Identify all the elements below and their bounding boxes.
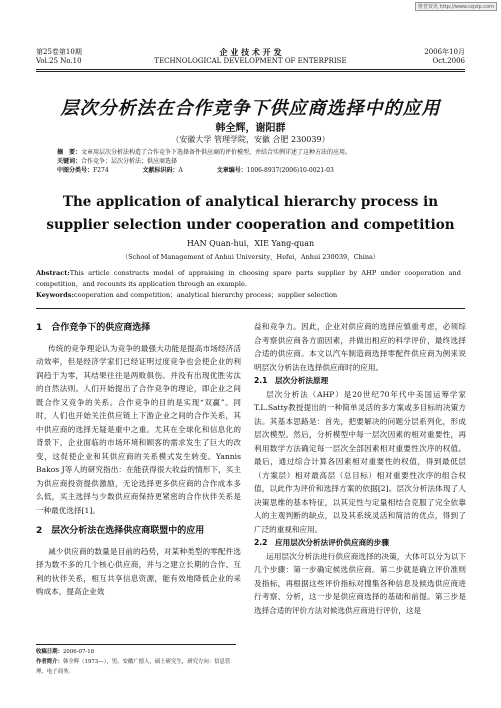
affiliation-cn: （安徽大学 管理学院，安徽 合肥 230039） [171,135,330,144]
abstract-en-text: This article constructs model of appraising in choosing spare parts supplier by AHP under cooperation and competition，and recounts its application through an example. [36,269,461,288]
abstract-separator [36,308,465,309]
date-en: Oct.2006 [432,57,465,65]
journal-cn: 企 业 技 术 开 发 [219,47,282,57]
affiliation-en: （School of Management of Anhui University，Hefei，Anhui 230039，China） [121,253,380,261]
section-2-1-heading: 2.1 层次分析法原理 [254,376,329,385]
clc-label: 中图分类号： [57,167,94,174]
section-1-heading: 1 合作竞争下的供应商选择 [36,323,151,333]
volume-cn: 第25卷第10期 [36,48,82,56]
journal-en: TECHNOLOGICAL DEVELOPMENT OF ENTERPRISE [154,57,347,65]
keywords-cn-label: 关键词： [57,158,82,165]
section-1-paragraph: 传统的竞争理论认为竞争的最强大功能是提高市场经济活动效率，但是经济学家们已经证明过度竞争也会使企业的利润趋于为零，其结果往往是两败俱伤。并没有出现优胜劣汰的自然法则。人们开始提出了合作竞争的理论，即企业之间既合作又竞争的关系。合作竞争的目的是实现“双赢”。同时，人们也开始关注供应链上下游企业之间的合作关系，其中供应商的选择无疑是重中之重。尤其在全球化和信息化的背景下，企业面临的市场环境和顾客的需求发生了巨大的改变，这促使企业和其供应商的关系模式发生转变。Yannis Bakos J等人的研究指出：在能获得很大收益的情形下，买主为供应商投资提供激励，无论选择更多供应商的合作成本多么低，买主选择与少数供应商保持更紧密的合作伙伴关系是一种最优选择[1]。 [36,343,241,515]
left-column [36,320,241,599]
header-rule-thin [36,71,465,72]
abstract-en-label: Abstract: [36,269,70,277]
issue-date [424,48,465,66]
section-2-1-paragraph: 层次分析法（AHP）是20世纪70年代中美国运筹学家T.L.Satty教授提出的一种简单灵活的多方案或多目标的决策方法。其基本思路是：首先，把要解决的问题分层系列化，形成层次模型。然后，分析模型中每一层次因素的相对重要性，再利用数学方法确定每一层次全部因素相对重要性次序的权值。最后，通过综合计算各因素相对重要性的权值，得到最低层（方案层）相对最高层（总目标）相对重要性次序的组合权值，以此作为评价和选择方案的依据[2]。层次分析法体现了人决策思维的基本特征，以其定性与定量相结合克服了完全依靠人的主观判断的缺点，以及其系统灵活和简洁的优点，得到了广泛的重视和应用。 [254,389,466,534]
clc-code: F274 [93,167,109,174]
keywords-cn: 合作竞争；层次分析法；供应商选择 [81,158,178,165]
section-2-paragraph: 减少供应商的数量是目前的趋势，对某种类型的零配件选择为数不多的几个核心供应商，并与之建立长期的合作、互利的伙伴关系，相互共享信息资源，能有效地降低企业的采购成本，提高企业效 [36,546,241,596]
doc-code-label: 文献标识码： [142,167,179,174]
abstract-cn-block [57,148,461,175]
section-2-heading: 2 层次分析法在选择供应商联盟中的应用 [36,526,205,536]
right-column [254,320,466,617]
section-2-2-heading: 2.2 应用层次分析法评价供应商的步骤 [254,538,389,547]
abstract-cn-text: 文章用层次分析法构造了合作竞争下选择备件供应商的评价模型，并结合实例详述了这种方法的应用。 [81,149,352,156]
abstract-en-block [36,268,461,301]
footnote [36,644,236,677]
header-rule [36,69,465,70]
section-2-2-paragraph: 运用层次分析法进行供应商选择的决策，大体可以分为以下几个步骤：第一步确定候选供应商。第二步就是确立评价准则及指标，再根据这些评价指标对搜集各种信息及候选供应商进行考察、分析，这一步是供应商选择的基础和前提。第三步是选择合适的评价方法对候选供应商进行评价，这是 [254,551,466,615]
author-bio: 韩全辉（1973—），男，安徽广德人，硕士研究生，研究方向：信息管理、电子商务。 [36,659,231,675]
received-date: 2006-07-18 [62,649,95,655]
authors-en: HAN Quan-hui，XIE Yang-quan [186,239,315,248]
volume-en: Vol.25 No.10 [36,57,82,65]
journal-name [36,48,465,66]
watermark: 维普资讯 http://www.cqvip.com [415,2,497,11]
keywords-en: cooperation and competition；analytical hierarchy process；supplier selection [73,291,338,299]
authors-cn: 韩全辉，谢阳群 [215,123,286,134]
bio-label: 作者简介： [36,659,63,665]
title-cn: 层次分析法在合作竞争下供应商选择中的应用 [60,98,441,119]
article-id-label: 文章编号： [216,167,247,174]
continued-paragraph: 益和竞争力。因此，企业对供应商的选择应慎重考虑，必须综合考察供应商各方面因素，并做出相应的科学评价，最终选择合适的供应商。本文以汽车制造商选择零配件供应商为例来说明层次分析法在选择供应商时的应用。 [254,322,466,372]
title-en: The application of analytical hierarchy process in supplier selection under cooperation and competition [46,194,455,233]
doc-code: A [178,167,183,174]
article-id: 1006-8937(2006)10-0021-03 [246,167,334,174]
received-label: 收稿日期： [36,649,63,655]
date-cn: 2006年10月 [424,48,465,56]
keywords-en-label: Keywords: [36,291,74,299]
abstract-cn-label: 摘 要： [57,149,82,156]
